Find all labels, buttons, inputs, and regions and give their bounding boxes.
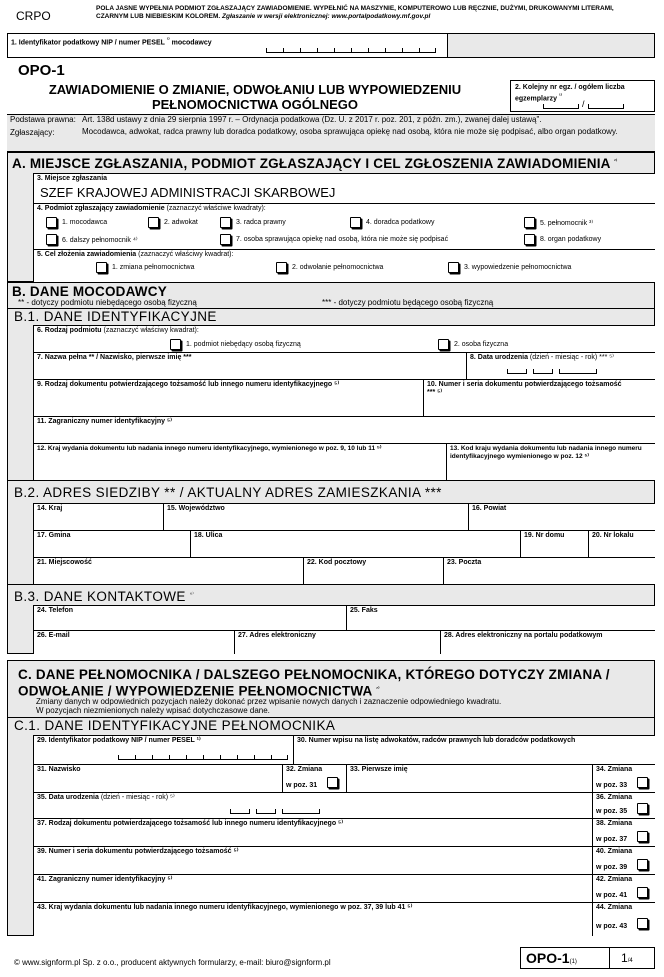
field-26[interactable]: 26. E-mail	[33, 630, 234, 654]
checkbox-34[interactable]	[637, 777, 648, 788]
field-22[interactable]: 22. Kod pocztowy	[303, 557, 443, 584]
checkbox-6-1[interactable]: 1. podmiot niebędący osobą fizyczną	[170, 339, 301, 350]
field-3[interactable]: 3. Miejsce zgłaszania SZEF KRAJOWEJ ADMINISTRACJI SKARBOWEJ	[33, 173, 655, 203]
field-19[interactable]: 19. Nr domu	[520, 530, 588, 557]
field-16[interactable]: 16. Powiat	[468, 503, 655, 530]
section-c-title: C. DANE PEŁNOMOCNIKA / DALSZEGO PEŁNOMOCNIKA, KTÓREGO DOTYCZY ZMIANA / ODWOŁANIE / WYPOWIEDZENIE PEŁNOMOCNICTWA $^{^{7)}}$	[18, 667, 610, 699]
field-1[interactable]: 1. Identyfikator podatkowy NIP / numer PESEL $^{^{1)}}$ mocodawcy	[8, 34, 448, 57]
checkbox-32[interactable]	[327, 777, 338, 788]
field-41[interactable]: 41. Zagraniczny numer identyfikacyjny ⁵⁾	[33, 874, 592, 902]
section-c1-title: C.1. DANE IDENTYFIKACYJNE PEŁNOMOCNIKA	[14, 718, 336, 733]
checkbox-4-1[interactable]: 1. mocodawca	[46, 217, 107, 228]
field-14[interactable]: 14. Kraj	[33, 503, 163, 530]
section-b1-title: B.1. DANE IDENTYFIKACYJNE	[14, 309, 217, 324]
checkbox-5-1[interactable]: 1. zmiana pełnomocnictwa	[96, 262, 195, 273]
field-34: 34. Zmiana w poz. 33	[592, 764, 655, 792]
section-c-note: Zmiany danych w odpowiednich pozycjach należy dokonać przez wpisanie nowych danych i zaznaczenie odpowiedniego kwadratu. W pozycjach niezmienionych należy wpisać dotychczasowe dane.	[36, 697, 502, 715]
field-18[interactable]: 18. Ulica	[190, 530, 520, 557]
field-25[interactable]: 25. Faks	[346, 605, 655, 630]
field-36: 36. Zmiana w poz. 35	[592, 792, 655, 818]
field-11[interactable]: 11. Zagraniczny numer identyfikacyjny ⁵⁾	[33, 416, 655, 443]
field-32: 32. Zmiana w poz. 31	[282, 764, 346, 792]
field-2[interactable]: 2. Kolejny nr egz. / ogółem liczba egzemplarzy $^{^{1)}}$ /	[510, 80, 655, 112]
field-12[interactable]: 12. Kraj wydania dokumentu lub nadania innego numeru identyfikacyjnego, wymienionego w poz. 9, 10 lub 11 ⁵⁾	[33, 443, 446, 480]
field-4: 4. Podmiot zgłaszający zawiadomienie (zaznaczyć właściwe kwadraty):	[33, 203, 655, 249]
section-a-title: A. MIEJSCE ZGŁASZANIA, PODMIOT ZGŁASZAJĄCY I CEL ZGŁOSZENIA ZAWIADOMIENIA $^{^{2)}}$	[12, 156, 618, 171]
section-b-note-2: *** - dotyczy podmiotu będącego osobą fizyczną	[322, 298, 494, 307]
field-3-value: SZEF KRAJOWEJ ADMINISTRACJI SKARBOWEJ	[40, 185, 336, 200]
checkbox-6-2[interactable]: 2. osoba fizyczna	[438, 339, 508, 350]
checkbox-4-7[interactable]: 7. osoba sprawująca opiekę nad osobą, która nie może się podpisać	[220, 234, 448, 245]
field-40: 40. Zmiana w poz. 39	[592, 846, 655, 874]
form-title: ZAWIADOMIENIE O ZMIANIE, ODWOŁANIU LUB WYPOWIEDZENIU PEŁNOMOCNICTWA OGÓLNEGO	[48, 82, 462, 112]
field-8[interactable]: 8. Data urodzenia (dzień - miesiąc - rok) *** ⁵⁾	[466, 352, 655, 379]
field-38: 38. Zmiana w poz. 37	[592, 818, 655, 846]
checkbox-42[interactable]	[637, 887, 648, 898]
legal-basis: Art. 138d ustawy z dnia 29 sierpnia 1997 r. – Ordynacja podatkowa (Dz. U. z 2017 r. poz. 201, z późn. zm.), zwanej dalej ustawą".	[82, 115, 542, 124]
field-29[interactable]: 29. Identyfikator podatkowy NIP / numer PESEL ¹⁾	[33, 735, 293, 764]
checkbox-44[interactable]	[637, 918, 648, 929]
field-13[interactable]: 13. Kod kraju wydania dokumentu lub nadania innego numeru identyfikacyjnego wymienionego w poz. 12 ⁵⁾	[446, 443, 655, 480]
checkbox-4-8[interactable]: 8. organ podatkowy	[524, 234, 601, 245]
field-28[interactable]: 28. Adres elektroniczny na portalu podatkowym	[440, 630, 655, 654]
section-b2-title: B.2. ADRES SIEDZIBY ** / AKTUALNY ADRES ZAMIESZKANIA ***	[14, 485, 442, 500]
checkbox-36[interactable]	[637, 803, 648, 814]
field-31[interactable]: 31. Nazwisko	[33, 764, 282, 792]
field-7[interactable]: 7. Nazwa pełna ** / Nazwisko, pierwsze imię ***	[33, 352, 466, 379]
field-5: 5. Cel złożenia zawiadomienia (zaznaczyć właściwy kwadrat):	[33, 249, 655, 282]
field-27[interactable]: 27. Adres elektroniczny	[234, 630, 440, 654]
form-symbol: OPO-1	[18, 62, 65, 79]
field-43[interactable]: 43. Kraj wydania dokumentu lub nadania innego numeru identyfikacyjnego, wymienionego w poz. 37, 39 lub 41 ⁵⁾	[33, 902, 592, 936]
field-21[interactable]: 21. Miejscowość	[33, 557, 303, 584]
checkbox-4-4[interactable]: 4. doradca podatkowy	[350, 217, 435, 228]
field-20[interactable]: 20. Nr lokalu	[588, 530, 655, 557]
footer-box	[520, 947, 655, 969]
checkbox-4-2[interactable]: 2. adwokat	[148, 217, 198, 228]
field-15[interactable]: 15. Województwo	[163, 503, 468, 530]
field-33[interactable]: 33. Pierwsze imię	[346, 764, 592, 792]
section-b-note-1: ** - dotyczy podmiotu niebędącego osobą fizyczną	[18, 298, 197, 307]
footer-form-code: OPO-1(1)	[526, 950, 577, 966]
section-b3-title: B.3. DANE KONTAKTOWE $^{^{6)}}$	[14, 589, 195, 604]
form-code: CRPO	[16, 9, 51, 23]
page-number: 1/4	[621, 951, 633, 965]
checkbox-38[interactable]	[637, 831, 648, 842]
field-17[interactable]: 17. Gmina	[33, 530, 190, 557]
instructions: POLA JASNE WYPEŁNIA PODMIOT ZGŁASZAJĄCY ZAWIADOMIENIE. WYPEŁNIĆ NA MASZYNIE, KOMPUTEROWO LUB RĘCZNIE, DUŻYMI, DRUKOWANYMI LITERAMI, CZARNYM LUB NIEBIESKIM KOLOREM. Zgłaszanie w wersji elektronicznej: www.portalpodatkowy.mf.gov.pl	[96, 5, 614, 20]
field-30[interactable]: 30. Numer wpisu na listę adwokatów, radców prawnych lub doradców podatkowych	[293, 735, 655, 764]
field-35[interactable]: 35. Data urodzenia (dzień - miesiąc - rok) ⁵⁾	[33, 792, 592, 818]
field-23[interactable]: 23. Poczta	[443, 557, 655, 584]
section-b-title: B. DANE MOCODAWCY	[12, 284, 167, 299]
checkbox-5-3[interactable]: 3. wypowiedzenie pełnomocnictwa	[448, 262, 571, 273]
field-37[interactable]: 37. Rodzaj dokumentu potwierdzającego tożsamość lub innego numeru identyfikacyjnego ⁵⁾	[33, 818, 592, 846]
field-24[interactable]: 24. Telefon	[33, 605, 346, 630]
checkbox-4-5[interactable]: 5. pełnomocnik ³⁾	[524, 217, 593, 228]
field-9[interactable]: 9. Rodzaj dokumentu potwierdzającego tożsamość lub innego numeru identyfikacyjnego ⁵⁾	[33, 379, 423, 416]
field-39[interactable]: 39. Numer i seria dokumentu potwierdzającego tożsamość ⁵⁾	[33, 846, 592, 874]
checkbox-4-6[interactable]: 6. dalszy pełnomocnik ⁴⁾	[46, 234, 138, 245]
checkbox-4-3[interactable]: 3. radca prawny	[220, 217, 286, 228]
checkbox-40[interactable]	[637, 859, 648, 870]
checkbox-5-2[interactable]: 2. odwołanie pełnomocnictwa	[276, 262, 383, 273]
field-6: 6. Rodzaj podmiotu (zaznaczyć właściwy kwadrat):	[33, 325, 655, 352]
footer-text: © www.signform.pl Sp. z o.o., producent aktywnych formularzy, e-mail: biuro@signform.pl	[14, 958, 331, 967]
field-10[interactable]: 10. Numer i seria dokumentu potwierdzającego tożsamość *** ⁵⁾	[423, 379, 655, 416]
reporter: Mocodawca, adwokat, radca prawny lub doradca podatkowy, osoba sprawująca opiekę nad osobą, która nie może się podpisać, albo organ podatkowy.	[82, 127, 618, 136]
field-42: 42. Zmiana w poz. 41	[592, 874, 655, 902]
legal-basis-label: Podstawa prawna:	[10, 115, 76, 124]
field-44: 44. Zmiana w poz. 43	[592, 902, 655, 936]
reporter-label: Zgłaszający:	[10, 128, 55, 137]
